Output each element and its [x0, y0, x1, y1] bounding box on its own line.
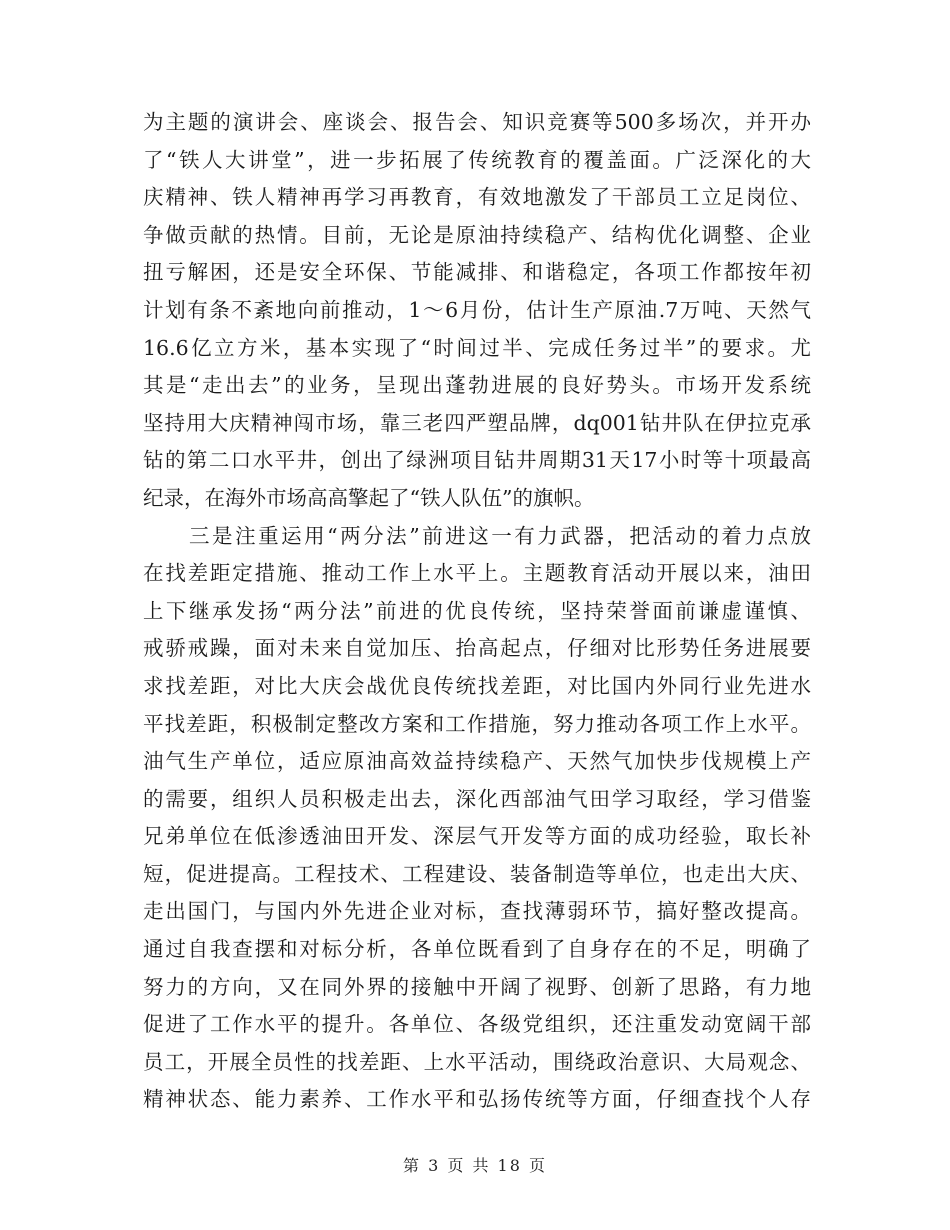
- text-line: 短，促进提高。工程技术、工程建设、装备制造等单位，也走出大庆、: [143, 861, 811, 886]
- body-text: [143, 104, 811, 1119]
- text-line: 促进了工作水平的提升。各单位、各级党组织，还注重发动宽阔干部: [143, 1012, 811, 1037]
- text-line: 在找差距定措施、推动工作上水平上。主题教育活动开展以来，油田: [143, 561, 811, 586]
- text-line: 的需要，组织人员积极走出去，深化西部油气田学习取经，学习借鉴: [143, 786, 811, 811]
- text-line: 戒骄戒躁，面对未来自觉加压、抬高起点，仔细对比形势任务进展要: [143, 636, 811, 661]
- text-line: 员工，开展全员性的找差距、上水平活动，围绕政治意识、大局观念、: [143, 1049, 811, 1074]
- text-line: 三是注重运用“两分法”前进这一有力武器，把活动的着力点放: [143, 523, 811, 548]
- text-line: 走出国门，与国内外先进企业对标，查找薄弱环节，搞好整改提高。: [143, 899, 811, 924]
- text-line: 精神状态、能力素养、工作水平和弘扬传统等方面，仔细查找个人存: [143, 1087, 811, 1112]
- text-line: 其是“走出去”的业务，呈现出蓬勃进展的良好势头。市场开发系统: [143, 373, 811, 398]
- page-number-footer: 第 3 页 共 18 页: [403, 1156, 547, 1175]
- text-line: 庆精神、铁人精神再学习再教育，有效地激发了干部员工立足岗位、: [143, 185, 811, 210]
- text-line: 上下继承发扬“两分法”前进的优良传统，坚持荣誉面前谦虚谨慎、: [143, 598, 811, 623]
- text-line: 了“铁人大讲堂”，进一步拓展了传统教育的覆盖面。广泛深化的大: [143, 147, 811, 172]
- text-line: 为主题的演讲会、座谈会、报告会、知识竞赛等500多场次，并开办: [143, 110, 811, 134]
- text-line: 兄弟单位在低渗透油田开发、深层气开发等方面的成功经验，取长补: [143, 824, 811, 849]
- text-line: 扭亏解困，还是安全环保、节能减排、和谐稳定，各项工作都按年初: [143, 260, 811, 285]
- text-line: 钻的第二口水平井，创出了绿洲项目钻井周期31天17小时等十项最高: [143, 448, 811, 473]
- text-line: 努力的方向，又在同外界的接触中开阔了视野、创新了思路，有力地: [143, 974, 811, 999]
- text-line: 争做贡献的热情。目前，无论是原油持续稳产、结构优化调整、企业: [143, 222, 811, 247]
- text-line: 纪录，在海外市场高高擎起了“铁人队伍”的旗帜。: [143, 485, 595, 510]
- text-line: 求找差距，对比大庆会战优良传统找差距，对比国内外同行业先进水: [143, 673, 811, 698]
- text-line: 油气生产单位，适应原油高效益持续稳产、天然气加快步伐规模上产: [143, 749, 811, 774]
- text-line: 平找差距，积极制定整改方案和工作措施，努力推动各项工作上水平。: [143, 711, 811, 736]
- text-line: 16.6亿立方米，基本实现了“时间过半、完成任务过半”的要求。尤: [143, 335, 811, 360]
- text-line: 计划有条不紊地向前推动，1～6月份，估计生产原油.7万吨、天然气: [143, 297, 811, 322]
- text-line: 坚持用大庆精神闯市场，靠三老四严塑品牌，dq001钻井队在伊拉克承: [143, 410, 811, 435]
- text-line: 通过自我查摆和对标分析，各单位既看到了自身存在的不足，明确了: [143, 937, 811, 962]
